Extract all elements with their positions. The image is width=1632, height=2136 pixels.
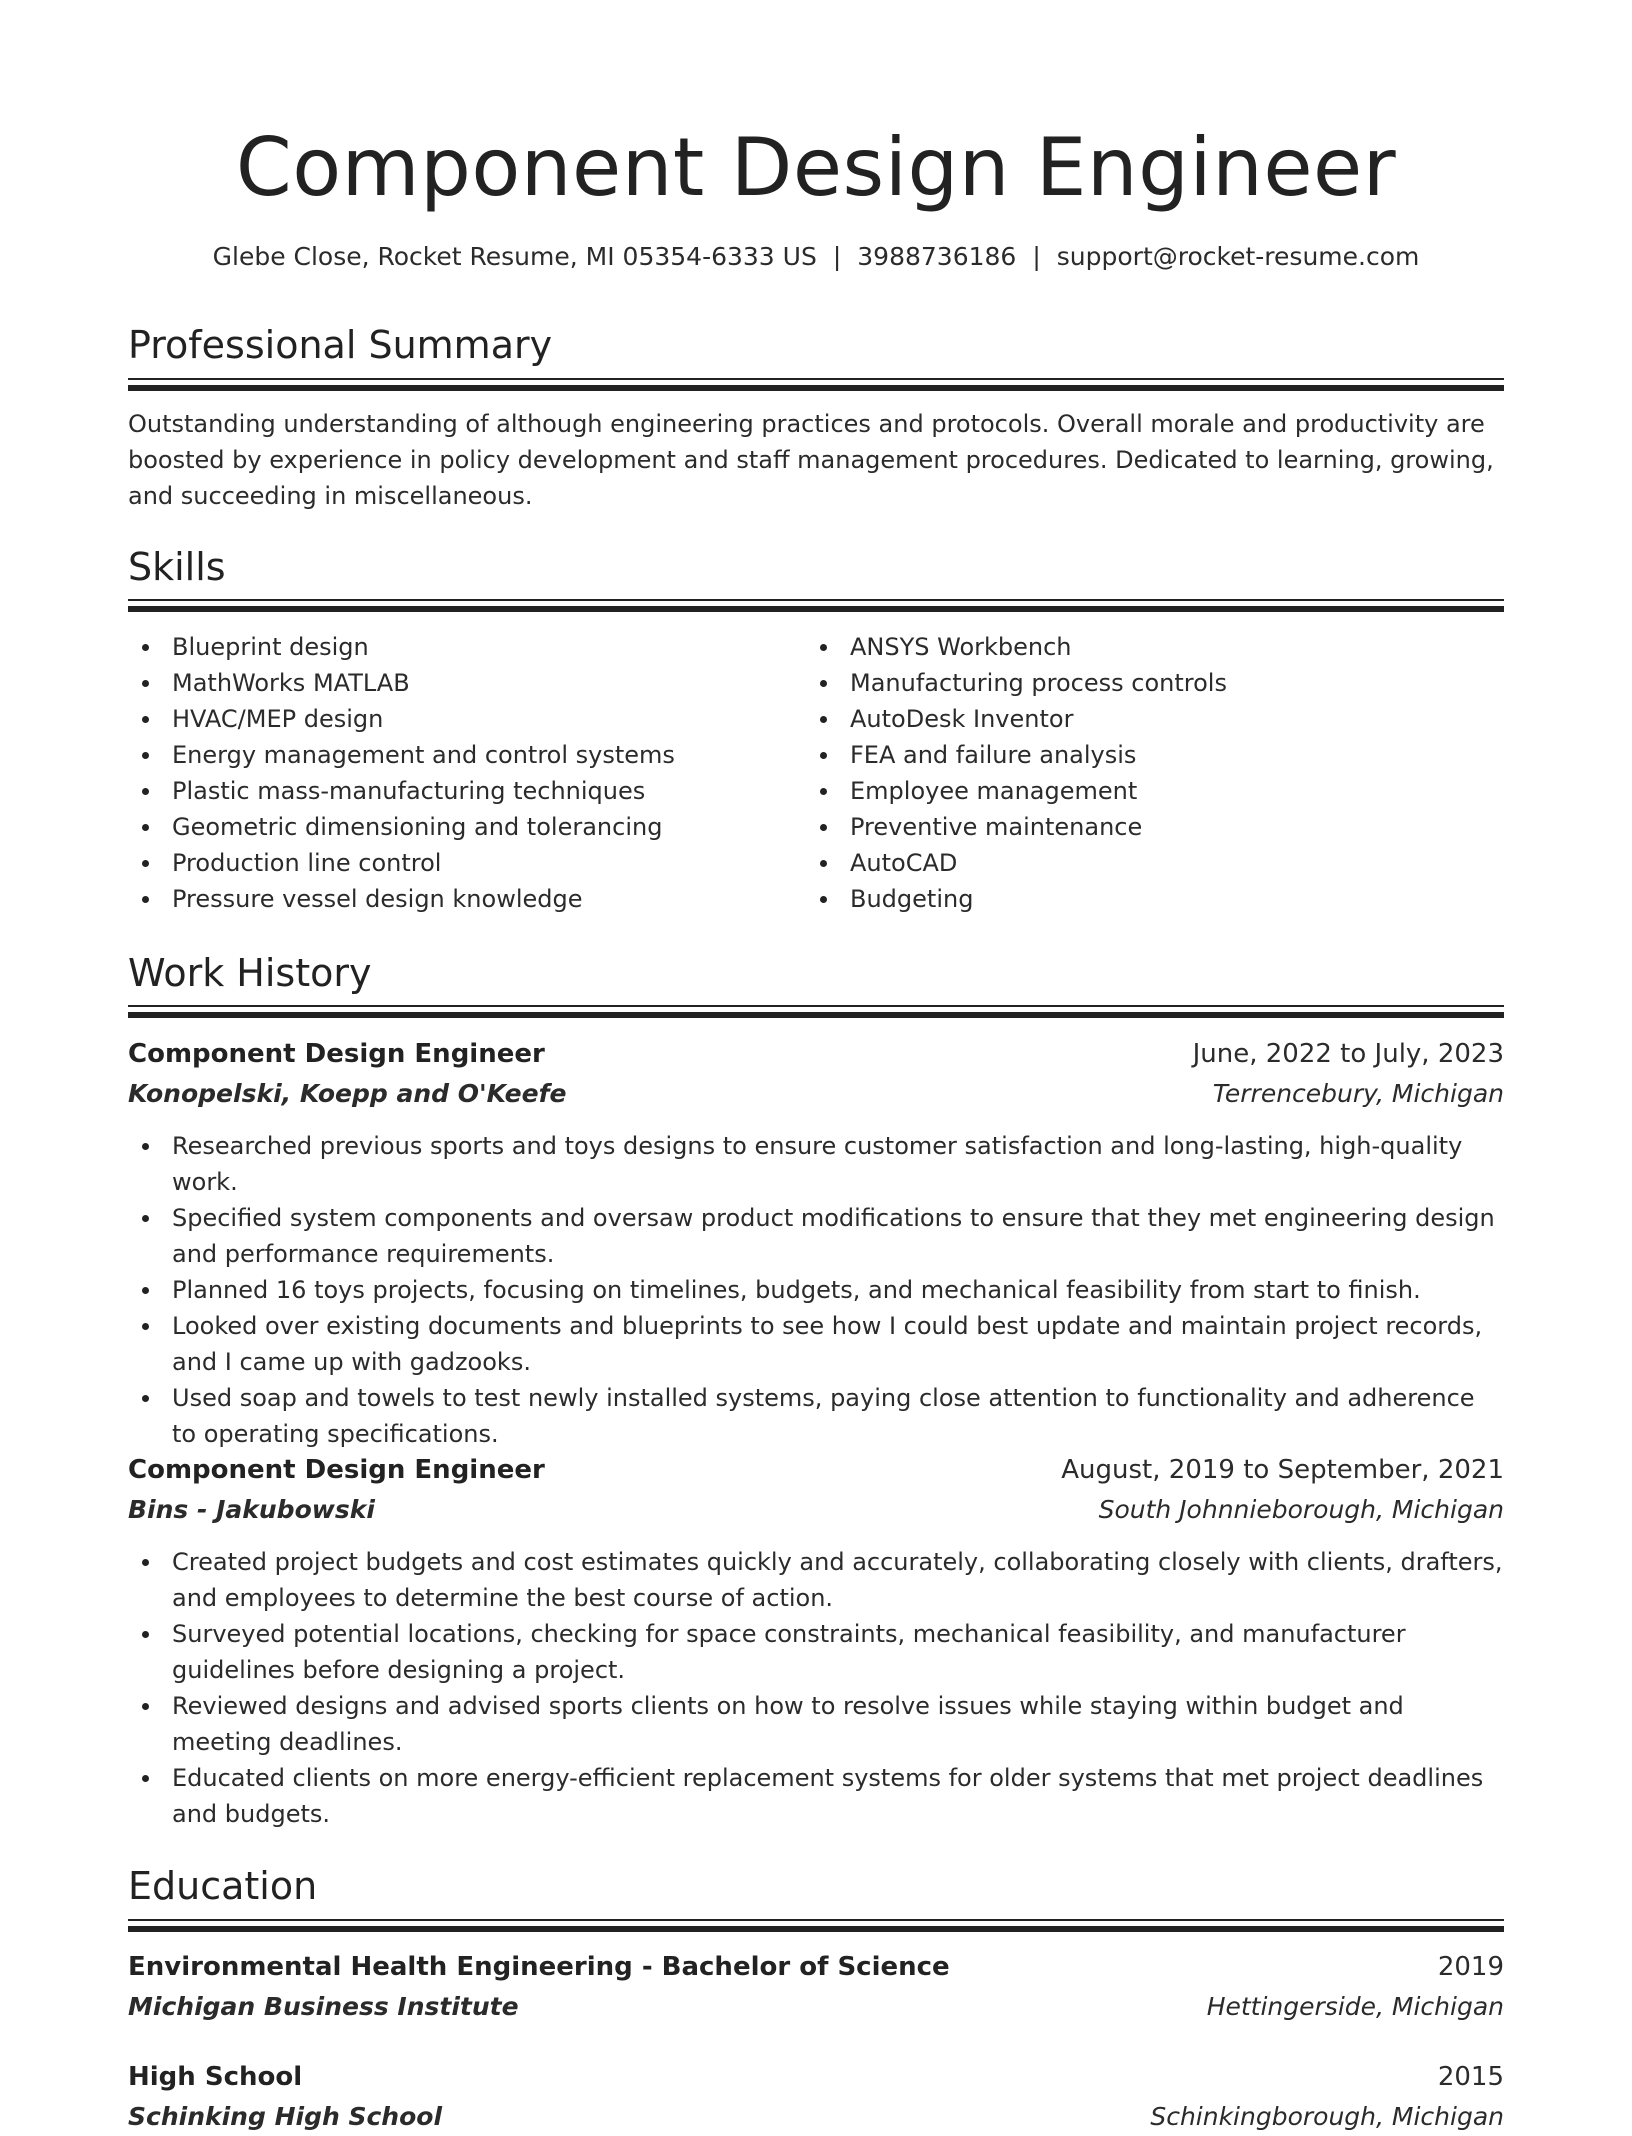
education-entry [128, 2058, 1504, 2136]
job-duty: Used soap and towels to test newly installed systems, paying close attention to functionality and adherence to operating specifications. [172, 1380, 1504, 1452]
education-header-row [128, 1948, 1504, 1987]
skills-heading: Skills [128, 545, 226, 589]
section-divider [128, 1005, 1504, 1007]
job-entry [128, 1451, 1504, 1832]
education-header-row [128, 2058, 1504, 2097]
job-title: Component Design Engineer [128, 1039, 545, 1069]
skill-item: Blueprint design [172, 629, 852, 665]
section-divider [128, 1919, 1504, 1921]
skill-item: ANSYS Workbench [850, 629, 1530, 665]
skill-item: HVAC/MEP design [172, 701, 852, 737]
education-school-row [128, 1987, 1504, 2026]
job-duty: Surveyed potential locations, checking for space constraints, mechanical feasibility, and manufacturer guidelines before designing a project. [172, 1616, 1504, 1688]
skills-list-left [128, 629, 852, 917]
skill-item: Preventive maintenance [850, 809, 1530, 845]
job-header-row [128, 1035, 1504, 1074]
job-duties [128, 1128, 1504, 1452]
education-degree: Environmental Health Engineering - Bachelor of Science [128, 1952, 950, 1982]
skill-item: AutoDesk Inventor [850, 701, 1530, 737]
skills-grid [128, 629, 1504, 919]
contact-line [128, 239, 1504, 275]
job-duties [128, 1544, 1504, 1832]
skills-list-right [806, 629, 1530, 917]
job-company: Konopelski, Koepp and O'Keefe [128, 1079, 567, 1108]
skill-item: Employee management [850, 773, 1530, 809]
skill-item: FEA and failure analysis [850, 737, 1530, 773]
skill-item: Geometric dimensioning and tolerancing [172, 809, 852, 845]
contact-address: Glebe Close, Rocket Resume, MI 05354-6333 US [212, 242, 817, 271]
education-heading: Education [128, 1864, 318, 1908]
contact-separator: | [1032, 242, 1041, 271]
education-degree: High School [128, 2062, 303, 2092]
job-dates: August, 2019 to September, 2021 [1061, 1455, 1504, 1485]
education-year: 2019 [1437, 1952, 1504, 1982]
job-location: Terrencebury, Michigan [1212, 1079, 1504, 1108]
section-divider [128, 385, 1504, 391]
job-duty: Planned 16 toys projects, focusing on timelines, budgets, and mechanical feasibility from start to finish. [172, 1272, 1504, 1308]
education-section [128, 1862, 1504, 2131]
skill-item: AutoCAD [850, 845, 1530, 881]
job-duty: Researched previous sports and toys designs to ensure customer satisfaction and long-lasting, high-quality work. [172, 1128, 1504, 1200]
section-divider [128, 378, 1504, 380]
job-title: Component Design Engineer [128, 1455, 545, 1485]
job-entry [128, 1035, 1504, 1452]
education-school-row [128, 2097, 1504, 2136]
job-location: South Johnnieborough, Michigan [1098, 1495, 1504, 1524]
education-entry [128, 1948, 1504, 2026]
contact-separator: | [832, 242, 842, 271]
skill-item: Plastic mass-manufacturing techniques [172, 773, 852, 809]
contact-email[interactable]: support@rocket-resume.com [1056, 242, 1420, 271]
job-header-row [128, 1451, 1504, 1490]
work-history-section [128, 949, 1504, 1828]
job-duty: Looked over existing documents and blueprints to see how I could best update and maintain project records, and I came up with gadzooks. [172, 1308, 1504, 1380]
candidate-name: Component Design Engineer [235, 121, 1397, 214]
job-company-row [128, 1074, 1504, 1113]
education-school: Schinking High School [128, 2102, 443, 2131]
skill-item: Budgeting [850, 881, 1530, 917]
education-location: Schinkingborough, Michigan [1150, 2102, 1504, 2131]
skill-item: Production line control [172, 845, 852, 881]
summary-heading: Professional Summary [128, 323, 553, 367]
education-school: Michigan Business Institute [128, 1992, 519, 2021]
job-duty: Reviewed designs and advised sports clients on how to resolve issues while staying within budget and meeting deadlines. [172, 1688, 1504, 1760]
section-divider [128, 1926, 1504, 1932]
job-duty: Educated clients on more energy-efficient replacement systems for older systems that met project deadlines and budgets. [172, 1760, 1504, 1832]
job-company: Bins - Jakubowski [128, 1495, 375, 1524]
contact-phone[interactable]: 3988736186 [857, 242, 1017, 271]
job-company-row [128, 1490, 1504, 1529]
job-duty: Created project budgets and cost estimates quickly and accurately, collaborating closely with clients, drafters, and employees to determine the best course of action. [172, 1544, 1504, 1616]
section-divider [128, 606, 1504, 612]
work-history-heading: Work History [128, 951, 372, 995]
education-year: 2015 [1437, 2062, 1504, 2092]
job-duty: Specified system components and oversaw product modifications to ensure that they met engineering design and performance requirements. [172, 1200, 1504, 1272]
section-divider [128, 599, 1504, 601]
skill-item: Manufacturing process controls [850, 665, 1530, 701]
skill-item: Energy management and control systems [172, 737, 852, 773]
job-dates: June, 2022 to July, 2023 [1192, 1039, 1504, 1069]
skill-item: Pressure vessel design knowledge [172, 881, 852, 917]
skill-item: MathWorks MATLAB [172, 665, 852, 701]
skills-section [128, 543, 1504, 913]
summary-section [128, 321, 1504, 510]
education-location: Hettingerside, Michigan [1206, 1992, 1504, 2021]
section-divider [128, 1012, 1504, 1018]
summary-text: Outstanding understanding of although engineering practices and protocols. Overall morale and productivity are boosted by experience in policy development and staff management procedures. Dedicated to learning, growing, and succeeding in miscellaneous. [128, 410, 1494, 510]
